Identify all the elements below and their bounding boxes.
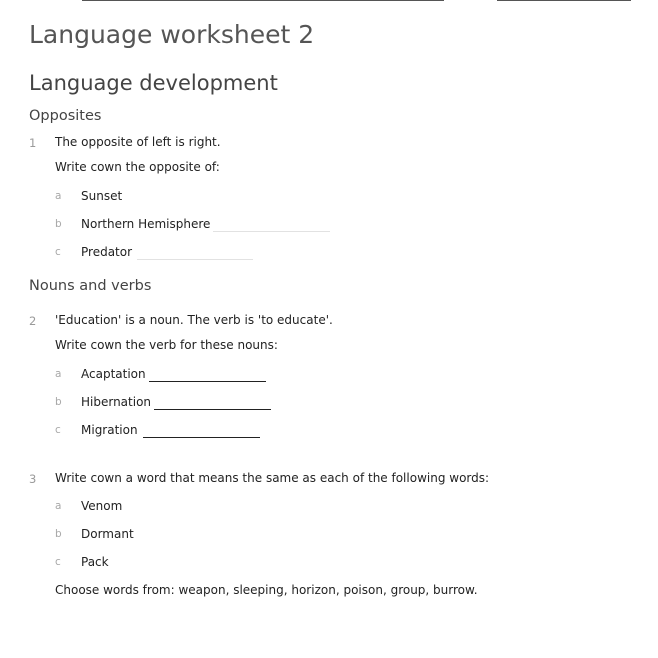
word-bank: Choose words from: weapon, sleeping, horizon, poison, group, burrow.: [55, 583, 478, 597]
item-letter: c: [55, 556, 61, 568]
opposites-heading: Opposites: [29, 108, 102, 124]
item-letter: c: [55, 424, 61, 436]
item-letter: a: [55, 500, 62, 512]
answer-line[interactable]: [143, 437, 260, 438]
item-word: Northern Hemisphere: [81, 217, 211, 231]
item-word: Migration: [81, 423, 138, 437]
answer-line[interactable]: [137, 259, 253, 260]
top-rule-right: [497, 0, 631, 1]
item-letter: b: [55, 396, 62, 408]
question-number: 1: [29, 136, 37, 150]
answer-line[interactable]: [149, 381, 266, 382]
section-title: Language development: [29, 71, 278, 95]
answer-line[interactable]: [213, 231, 330, 232]
question-instruction: Write cown the verb for these nouns:: [55, 338, 278, 352]
question-number: 2: [29, 314, 37, 328]
worksheet-title: Language worksheet 2: [29, 20, 315, 49]
question-statement: 'Education' is a noun. The verb is 'to educate'.: [55, 313, 333, 327]
question-instruction: Write cown a word that means the same as each of the following words:: [55, 471, 490, 485]
item-word: Venom: [81, 499, 123, 513]
item-word: Pack: [81, 555, 109, 569]
top-rule-left: [82, 0, 444, 1]
item-word: Predator: [81, 245, 133, 259]
question-number: 3: [29, 472, 37, 486]
item-letter: c: [55, 246, 61, 258]
item-letter: a: [55, 368, 62, 380]
item-letter: b: [55, 218, 62, 230]
nouns-verbs-heading: Nouns and verbs: [29, 278, 152, 294]
item-word: Hibernation: [81, 395, 152, 409]
item-word: Sunset: [81, 189, 123, 203]
item-letter: a: [55, 190, 62, 202]
question-statement: The opposite of left is right.: [55, 135, 221, 149]
item-word: Acaptation: [81, 367, 146, 381]
item-letter: b: [55, 528, 62, 540]
item-word: Dormant: [81, 527, 134, 541]
question-instruction: Write cown the opposite of:: [55, 160, 220, 174]
answer-line[interactable]: [154, 409, 271, 410]
